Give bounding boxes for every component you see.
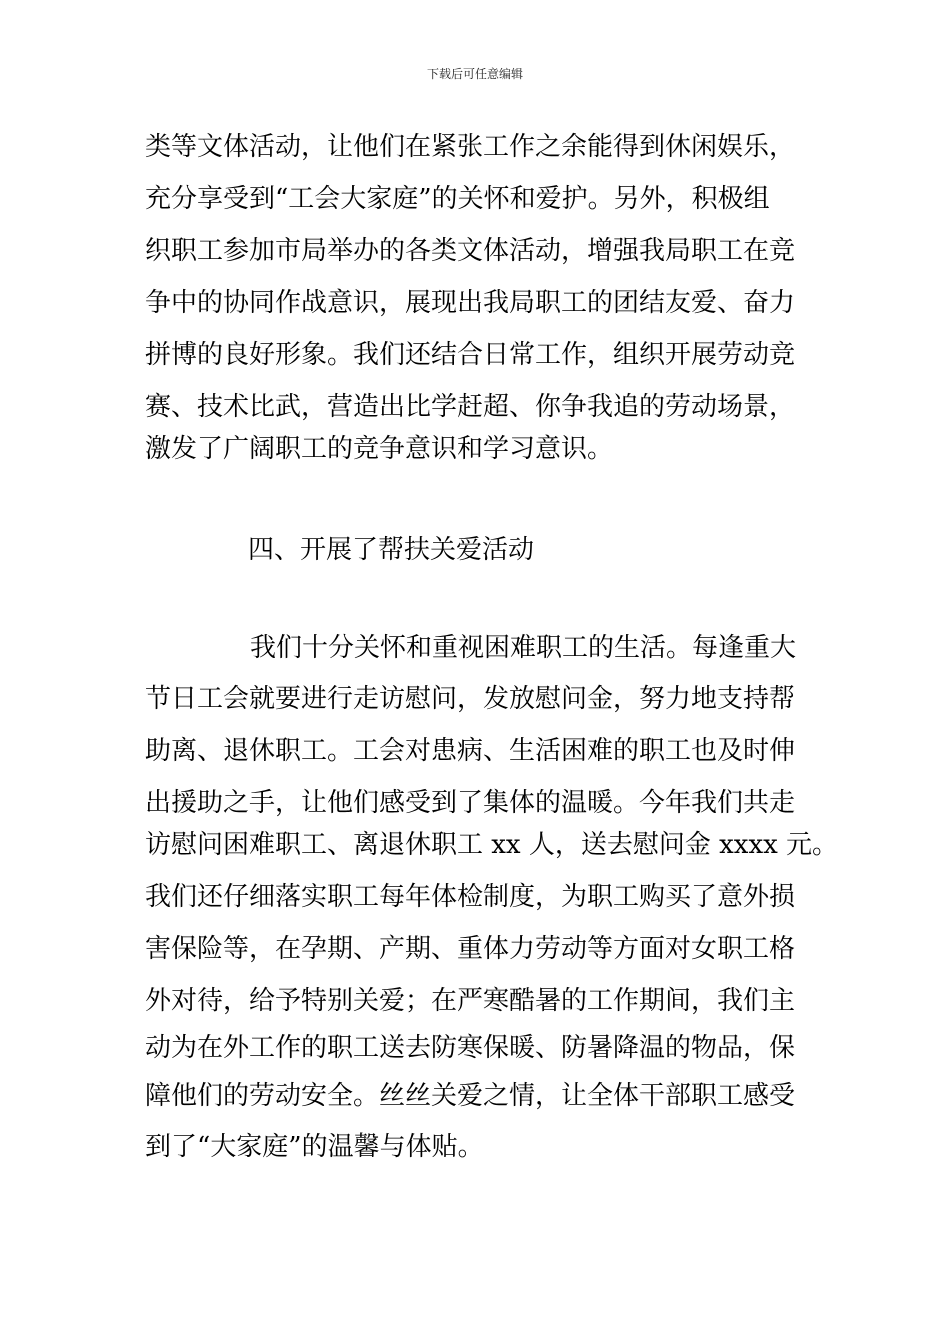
- paragraph-line: 障他们的劳动安全。丝丝关爱之情，让全体干部职工感受: [145, 1081, 796, 1111]
- paragraph-line: 到了“大家庭”的温馨与体贴。: [145, 1132, 484, 1162]
- paragraph-line: 我们还仔细落实职工每年体检制度，为职工购买了意外损: [145, 882, 796, 912]
- paragraph-line: 助离、退休职工。工会对患病、生活困难的职工也及时伸: [145, 736, 796, 766]
- paragraph-line: 外对待，给予特别关爱；在严寒酷暑的工作期间，我们主: [145, 986, 796, 1016]
- page-header: 下载后可任意编辑: [426, 67, 523, 81]
- paragraph-line: 激发了广阔职工的竞争意识和学习意识。: [145, 434, 614, 464]
- paragraph-line: 害保险等，在孕期、产期、重体力劳动等方面对女职工格: [145, 934, 796, 964]
- paragraph-line: 节日工会就要进行走访慰问，发放慰问金，努力地支持帮: [145, 684, 796, 714]
- section-heading: 四、开展了帮扶关爱活动: [248, 535, 535, 565]
- paragraph-line: 出援助之手，让他们感受到了集体的温暖。今年我们共走: [145, 788, 796, 818]
- paragraph-line: 类等文体活动，让他们在紧张工作之余能得到休闲娱乐，: [145, 132, 796, 162]
- paragraph-line: 充分享受到“工会大家庭”的关怀和爱护。另外，积极组: [145, 184, 770, 214]
- paragraph-line: 我们十分关怀和重视困难职工的生活。每逢重大: [250, 633, 797, 663]
- paragraph-line: 赛、技术比武，营造出比学赶超、你争我追的劳动场景，: [145, 392, 796, 422]
- paragraph-line: 争中的协同作战意识，展现出我局职工的团结友爱、奋力: [145, 288, 796, 318]
- paragraph-line: 访慰问困难职工、离退休职工 xx 人，送去慰问金 xxxx 元。: [145, 830, 839, 860]
- paragraph-line: 织职工参加市局举办的各类文体活动，增强我局职工在竞: [145, 236, 796, 266]
- paragraph-line: 拼博的良好形象。我们还结合日常工作，组织开展劳动竞: [145, 340, 796, 370]
- paragraph-line: 动为在外工作的职工送去防寒保暖、防暑降温的物品，保: [145, 1033, 796, 1063]
